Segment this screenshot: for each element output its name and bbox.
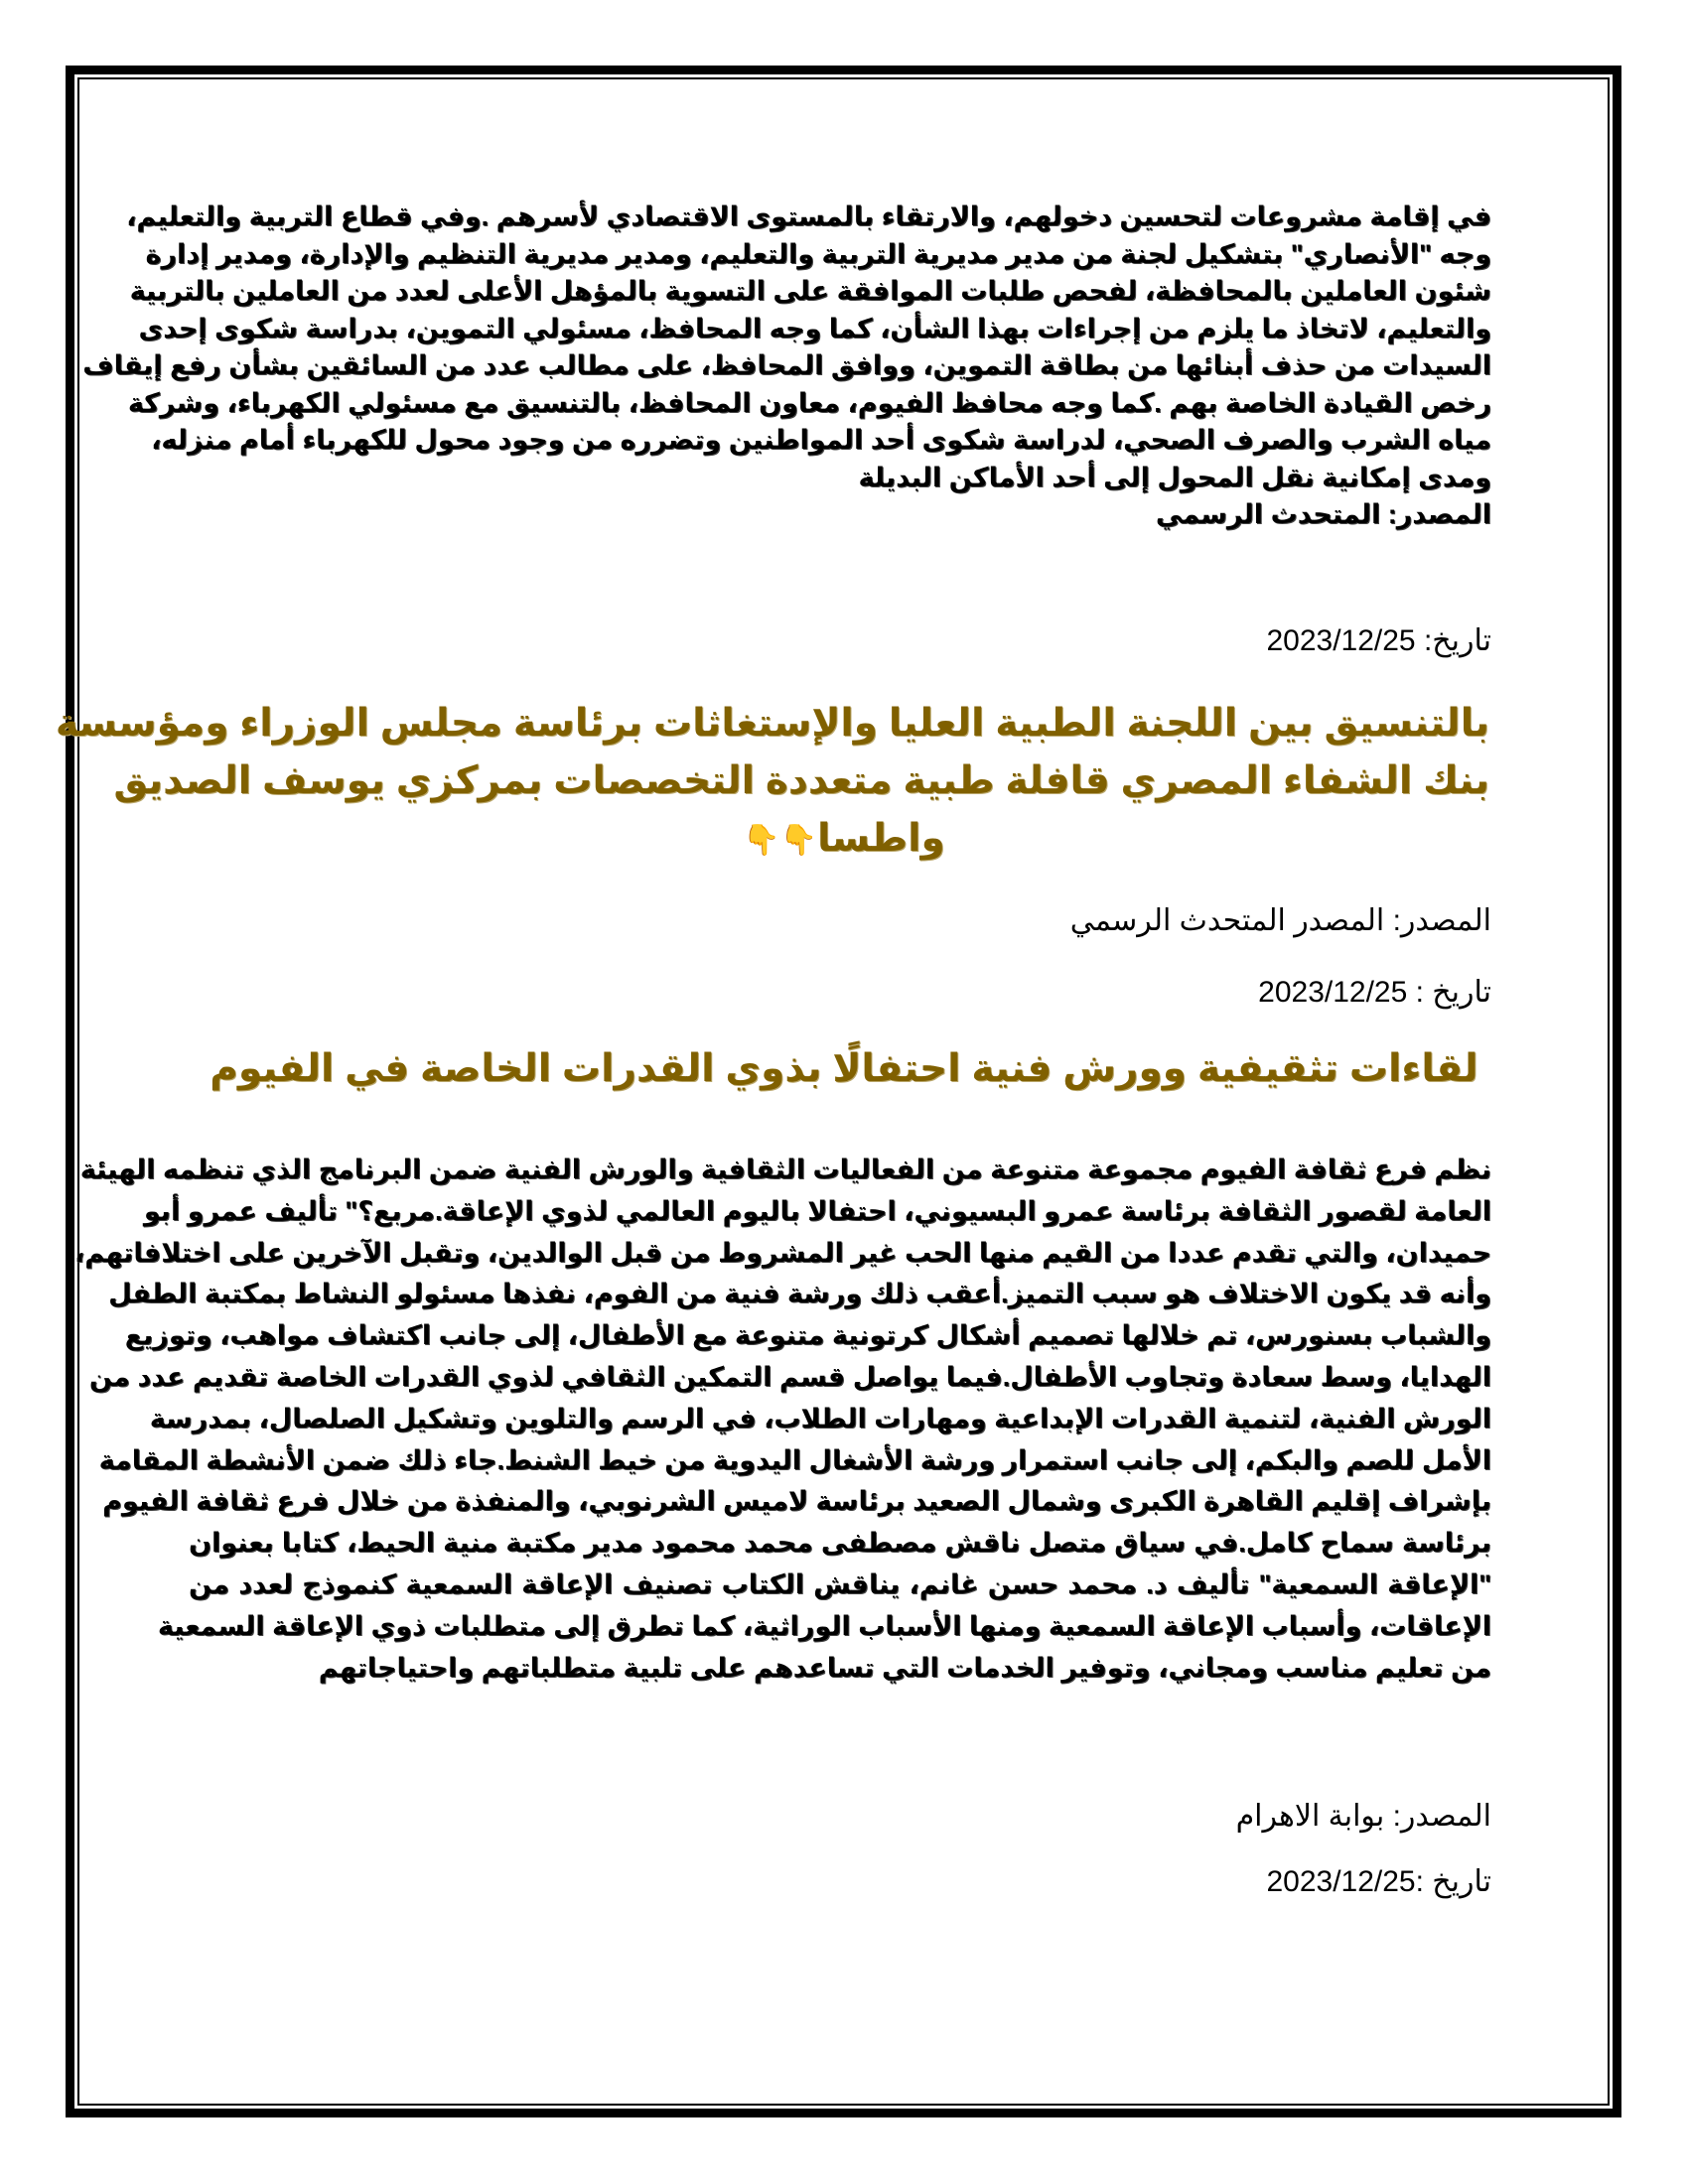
article-1-date: تاريخ : 2023/12/25 [1258,976,1491,1009]
article-1-title-line: بالتنسيق بين اللجنة الطبية العليا والإستغاثات برئاسة مجلس الوزراء ومؤسسة [55,702,1489,745]
paragraph-1-line: شئون العاملين بالمحافظة، لفحص طلبات الموافقة على التسوية بالمؤهل الأعلى لعدد من العاملين بالتربية [129,276,1491,306]
paragraph-1-line: رخص القيادة الخاصة بهم .كما وجه محافظ الفيوم، معاون المحافظ، بالتنسيق مع مسئولي الكهرباء، وشركة [127,387,1491,418]
article-2-title [199,1040,1489,1098]
paragraph-1-line: وجه "الأنصاري" بتشكيل لجنة من مدير مديرية التربية والتعليم، ومدير مديرية التنظيم والإدارة، ومدير إدارة [145,238,1491,269]
article-2-body-line: من تعليم مناسب ومجاني، وتوفير الخدمات التي تساعدهم على تلبية متطلباتهم واحتياجاتهم [318,1652,1491,1683]
article-2-source: المصدر: بوابة الاهرام [1235,1800,1491,1833]
article-1-title [55,695,1489,868]
article-2-body-line: الورش الفنية، لتنمية القدرات الإبداعية ومهارات الطلاب، في الرسم والتلوين وتشكيل الصلصال، بمدرسة [149,1403,1491,1433]
article-2-body-line: الإعاقات، وأسباب الإعاقة السمعية ومنها الأسباب الوراثية، كما تطرق إلى متطلبات ذوي الإعاقة السمعية [157,1610,1491,1641]
article-2-body-line: الأمل للصم والبكم، إلى جانب استمرار ورشة الأشغال اليدوية من خيط الشنط.جاء ذلك ضمن الأنشطة المقامة [98,1444,1491,1475]
article-1-source: المصدر: المصدر المتحدث الرسمي [1069,904,1491,937]
paragraph-1 [82,199,1491,534]
paragraph-1-line: السيدات من حذف أبنائها من بطاقة التموين، ووافق المحافظ، على مطالب عدد من السائقين بشأن رفع إيقاف [82,350,1491,380]
article-2-body-line: "الإعاقة السمعية" تأليف د. محمد حسن غانم، يناقش الكتاب تصنيف الإعاقة السمعية كنموذج لعدد من [189,1569,1491,1599]
article-2-date: تاريخ :2023/12/25 [1266,1865,1491,1898]
paragraph-1-line: مياه الشرب والصرف الصحي، لدراسة شكوى أحد المواطنين وتضرره من وجود محول للكهرباء أمام منزله، [151,425,1491,455]
paragraph-1-source: المصدر: المتحدث الرسمي [1155,499,1491,529]
paragraph-1-line: في إقامة مشروعات لتحسين دخولهم، والارتقاء بالمستوى الاقتصادي لأسرهم .وفي قطاع التربية والتعليم، [126,202,1491,231]
article-2-body-line: حميدان، والتي تقدم عددا من القيم منها الحب غير المشروط من قبل الوالدين، وتقبل الآخرين على اختلافاتهم، [74,1237,1491,1268]
article-2-body-line: برئاسة سماح كامل.في سياق متصل ناقش مصطفى محمد محمود مدير مكتبة منية الحيط، كتابا بعنوان [189,1528,1491,1559]
article-1-title-line-text: واطسا [817,817,945,860]
article-2-body-line: والشباب بسنورس، تم خلالها تصميم أشكال كرتونية متنوعة مع الأطفال، إلى جانب اكتشاف مواهب، وتوزيع [124,1320,1491,1351]
article-2-body-line: وأنه قد يكون الاختلاف هو سبب التميز.أعقب ذلك ورشة فنية من الفوم، نفذها مسئولو النشاط بمكتبة الطفل [108,1279,1491,1309]
article-1-title-line-3 [199,810,1489,868]
article-2-body-line: الهدايا، وسط سعادة وتجاوب الأطفال.فيما يواصل قسم التمكين الثقافي لذوي القدرات الخاصة تقديم عدد من [88,1361,1491,1392]
paragraph-1-line: والتعليم، لاتخاذ ما يلزم من إجراءات بهذا الشأن، كما وجه المحافظ، مسئولي التموين، بدراسة شكوى إحدى [138,313,1491,343]
article-2-body-line: العامة لقصور الثقافة برئاسة عمرو البسيوني، احتفالا باليوم العالمي لذوي الإعاقة.مربع؟" تأليف عمرو أبو [143,1195,1491,1226]
article-2-title-line: لقاءات تثقيفية وورش فنية احتفالًا بذوي القدرات الخاصة في الفيوم [210,1047,1478,1090]
pointing-down-hand-icon: 👇👇 [743,823,818,857]
article-2-body [74,1150,1491,1689]
date-1: تاريخ: 2023/12/25 [1266,624,1491,657]
article-1-title-line: بنك الشفاء المصري قافلة طبية متعددة التخصصات بمركزي يوسف الصديق [113,759,1489,802]
article-2-body-line: بإشراف إقليم القاهرة الكبرى وشمال الصعيد برئاسة لاميس الشرنوبي، والمنفذة من خلال فرع ثقافة الفيوم [102,1486,1491,1517]
article-2-body-line: نظم فرع ثقافة الفيوم مجموعة متنوعة من الفعاليات الثقافية والورش الفنية ضمن البرنامج الذي تنظمه الهيئة [79,1155,1491,1184]
paragraph-1-line: ومدى إمكانية نقل المحول إلى أحد الأماكن البديلة [858,462,1491,492]
